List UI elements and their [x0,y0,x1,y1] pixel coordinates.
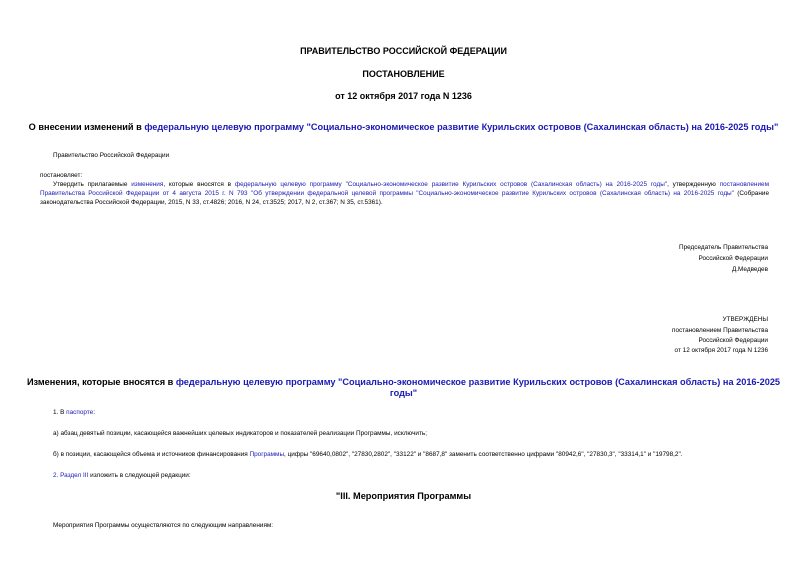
signature-line-1: Председатель Правительства [679,244,768,251]
paragraph-approve [40,180,769,208]
document-type: ПОСТАНОВЛЕНИЕ [362,69,445,79]
signature-name: Д.Медведев [731,266,768,273]
program-title-link[interactable]: федеральную целевую программу "Социально-экономическое развитие Курильских островов (Сахалинская область) на 2016-2025 годы" [144,122,779,132]
item-2-text: изложить в следующей редакции: [88,472,191,479]
paragraph-text: , которые вносятся в [163,181,235,188]
approved-line-3: Российской Федерации [698,337,768,344]
changes-title-line-2 [0,388,807,398]
passport-link[interactable]: паспорте [66,409,94,416]
item-b-text: б) в позиции, касающейся объема и источников финансирования [53,451,250,458]
changes-title [0,377,807,387]
item-1-text: 1. В [53,409,67,416]
government-heading: ПРАВИТЕЛЬСТВО РОССИЙСКОЙ ФЕДЕРАЦИИ [300,46,507,56]
paragraph-text: (Собрание законодательства Российской Федерации, 2015, N 33, ст.4826; 2016, N 24, ст.3525; 2017, N 2, ст.367; N 35, ст.5361). [40,190,770,207]
changes-program-link[interactable]: федеральную целевую программу "Социально-экономическое развитие Курильских островов (Сахалинская область) на 2016-2025 [175,377,781,387]
approved-line-4: от 12 октября 2017 года N 1236 [674,347,768,354]
signature-line-2: Российской Федерации [698,255,768,262]
item-b-text-end: , цифры "69640,0802", "27830,2802", "33122" и "8687,8" заменить соответственно цифрами "80942,6", "27830,3", "33314,1" и "19798,2". [284,451,683,458]
decides-line: постановляет: [40,172,83,179]
paragraph-text: Утвердить прилагаемые [53,181,132,188]
item-2 [53,471,191,480]
section-intro: Мероприятия Программы осуществляются по следующим направлениям: [53,522,274,529]
document-title-prefix: О внесении изменений в [28,122,145,132]
document-title [0,122,807,132]
changes-link[interactable]: изменения [131,181,164,188]
changes-program-link-end[interactable]: годы" [389,388,418,398]
section-iii-link[interactable]: 2. Раздел III [53,472,89,479]
approved-line-1: УТВЕРЖДЕНЫ [722,316,768,323]
item-1 [53,408,95,417]
item-1-colon: : [93,409,95,416]
government-ru-line: Правительство Российской Федерации [53,152,170,159]
paragraph-text: , утвержденную [667,181,720,188]
item-b [53,450,683,459]
decree-link[interactable]: постановлением Правительства Российской Федерации от 4 августа 2015 г. N 793 "Об утверждении федеральной целевой программы "Социально-экономическое развитие Курильских островов (Сахалинская область) на 2016-2025 годы" [40,181,769,198]
item-a: а) абзац девятый позиции, касающейся важнейших целевых индикаторов и показателей реализации Программы, исключить; [53,430,428,437]
program-link[interactable]: федеральную целевую программу "Социально-экономическое развитие Курильских островов (Сахалинская область) на 2016-2025 годы" [234,181,668,188]
section-title: "III. Мероприятия Программы [335,491,472,501]
document-date-number: от 12 октября 2017 года N 1236 [335,91,472,101]
changes-title-prefix: Изменения, которые вносятся в [26,377,176,387]
program-short-link[interactable]: Программы [249,451,285,458]
approved-line-2: постановлением Правительства [672,327,768,334]
